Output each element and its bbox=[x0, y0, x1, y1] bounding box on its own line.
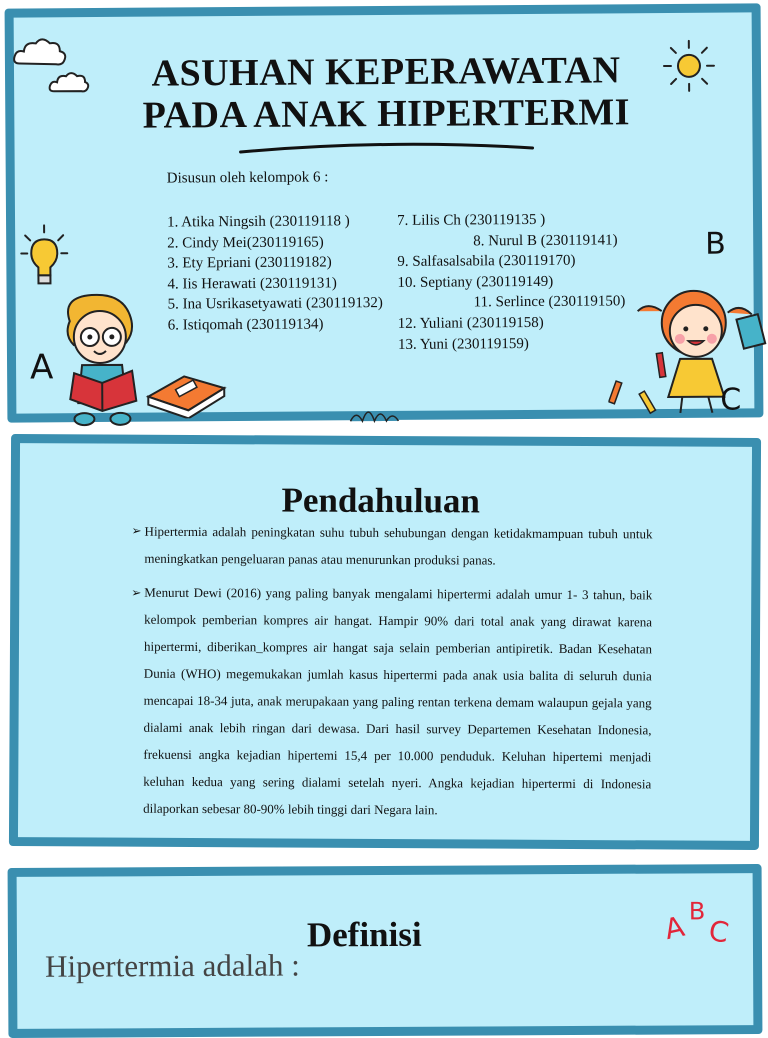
member-item: 3. Ety Epriani (230119182) bbox=[167, 252, 382, 274]
member-item: 8. Nurul B (230119141) bbox=[397, 230, 625, 252]
members-left bbox=[167, 211, 383, 336]
member-item: 2. Cindy Mei(230119165) bbox=[167, 232, 382, 254]
reading-child-illustration bbox=[52, 291, 153, 432]
letter-c: C bbox=[720, 383, 741, 418]
member-item: 9. Salfasalsabila (230119170) bbox=[397, 251, 625, 273]
letter-b: B bbox=[705, 227, 726, 262]
member-item: 12. Yuliani (230119158) bbox=[398, 312, 626, 334]
member-item: 13. Yuni (230119159) bbox=[398, 333, 626, 355]
member-item: 1. Atika Ningsih (230119118 ) bbox=[167, 211, 382, 233]
abc-letter-c: C bbox=[706, 914, 731, 950]
paragraph-2: Menurut Dewi (2016) yang paling banyak mengalami hipertermi adalah umur 1- 3 tahun, baik kelompok pemberian kompres air hangat. Hampir 90% dari total anak yang dirawat karena hipertermi, diberikan_kompres air hangat saja selain pemberian antipiretik. Badan Kesehatan Dunia (WHO) megemukakan jumlah kasus hipertermi pada anak usia balita di seluruh dunia mencapai 18-34 juta, anak merupakaan yang paling rentan terkena demam walaupun gejala yang dialami anak lebih ringan dari dewasa. Dari hasil survey Departemen Kesehatan Indonesia, frekuensi angka kejadian hipertemi 15,4 per 10.000 penduduk. Keluhan hipertemi menjadi keluhan kedua yang sering dialami setelah nyeri. Angka kejadian hipertermi di Indonesia dilaporkan sebesar 80-90% lebih tinggi dari Negara lain. bbox=[143, 579, 652, 825]
member-item: 5. Ina Usrikasetyawati (230119132) bbox=[168, 293, 383, 315]
slide-title bbox=[0, 48, 768, 138]
title-line-1: ASUHAN KEPERAWATAN bbox=[0, 48, 768, 96]
abc-decoration bbox=[665, 897, 745, 957]
bullet-arrow-icon: ➢ bbox=[131, 586, 141, 601]
abc-letter-a: A bbox=[662, 910, 688, 946]
definition-slide bbox=[8, 864, 763, 1038]
paragraph-1: Hipertermia adalah peningkatan suhu tubuh sehubungan dengan ketidakmampuan tubuh untuk meningkatkan pengeluaran panas atau menurunkan produksi panas. bbox=[144, 518, 652, 575]
lightbulb-icon bbox=[19, 223, 69, 293]
member-item: 11. Serlince (230119150) bbox=[398, 292, 626, 314]
crayons-icon bbox=[608, 377, 664, 417]
member-item: 4. Iis Herawati (230119131) bbox=[167, 273, 382, 295]
group-subtitle: Disusun oleh kelompok 6 : bbox=[167, 169, 329, 187]
members-right bbox=[397, 209, 626, 355]
letter-a: A bbox=[30, 347, 54, 387]
slide-heading: Definisi bbox=[307, 915, 422, 956]
title-slide bbox=[5, 3, 764, 422]
title-line-2: PADA ANAK HIPERTERMI bbox=[0, 90, 768, 138]
member-item: 10. Septiany (230119149) bbox=[397, 271, 625, 293]
bullet-arrow-icon: ➢ bbox=[132, 524, 142, 539]
abc-letter-b: B bbox=[689, 897, 706, 925]
member-item: 7. Lilis Ch (230119135 ) bbox=[397, 209, 625, 231]
grass-icon bbox=[346, 399, 402, 423]
member-item: 6. Istiqomah (230119134) bbox=[168, 314, 383, 336]
books-illustration bbox=[144, 366, 228, 419]
title-underline bbox=[236, 138, 536, 156]
slide-heading: Pendahuluan bbox=[20, 479, 742, 523]
definition-body: Hipertermia adalah : bbox=[45, 947, 300, 984]
introduction-slide bbox=[9, 434, 761, 850]
